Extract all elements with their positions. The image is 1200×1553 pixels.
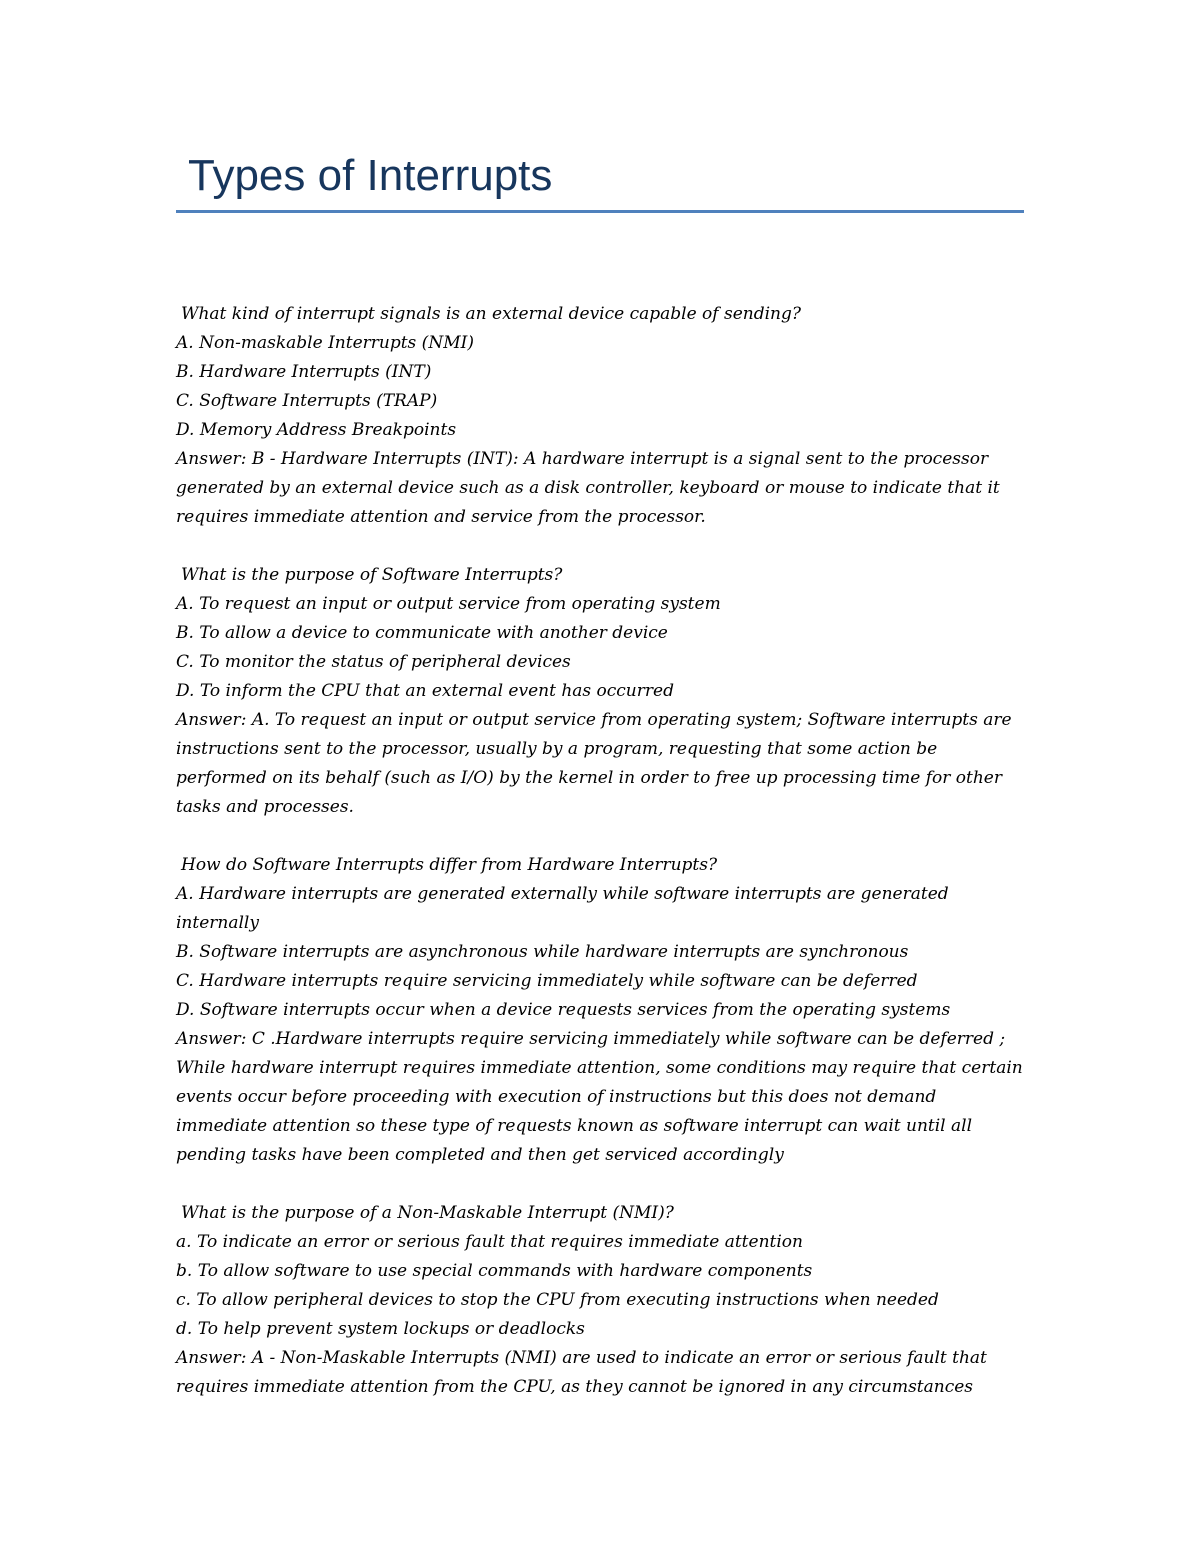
- option-b: b. To allow software to use special commands with hardware components: [176, 1261, 813, 1281]
- question-block-4: [176, 1199, 1028, 1402]
- document-title: Types of Interrupts: [188, 151, 553, 200]
- question-block-3: [176, 851, 1028, 1170]
- option-c: C. Hardware interrupts require servicing immediately while software can be deferred: [176, 971, 918, 991]
- option-a: a. To indicate an error or serious fault that requires immediate attention: [176, 1232, 803, 1252]
- option-d: D. Software interrupts occur when a device requests services from the operating systems: [176, 1000, 951, 1020]
- question-text: What is the purpose of a Non-Maskable Interrupt (NMI)?: [181, 1203, 674, 1223]
- option-a: A. Hardware interrupts are generated externally while software interrupts are generated internally: [176, 884, 949, 933]
- question-text: What kind of interrupt signals is an external device capable of sending?: [181, 304, 801, 324]
- option-a: A. Non-maskable Interrupts (NMI): [176, 333, 474, 353]
- option-b: B. Hardware Interrupts (INT): [176, 362, 432, 382]
- document-body: [176, 300, 1028, 1431]
- answer-text: Answer: B - Hardware Interrupts (INT): A hardware interrupt is a signal sent to the processor generated by an external device such as a disk controller, keyboard or mouse to indicate that it requires immediate attention and service from the processor.: [176, 449, 1000, 527]
- question-block-1: [176, 300, 1028, 532]
- question-text: What is the purpose of Software Interrupts?: [181, 565, 563, 585]
- answer-text: Answer: A - Non-Maskable Interrupts (NMI) are used to indicate an error or serious fault that requires immediate attention from the CPU, as they cannot be ignored in any circumstances: [176, 1348, 987, 1397]
- option-b: B. Software interrupts are asynchronous while hardware interrupts are synchronous: [176, 942, 909, 962]
- question-block-2: [176, 561, 1028, 822]
- answer-text: Answer: A. To request an input or output service from operating system; Software interrupts are instructions sent to the processor, usually by a program, requesting that some action be performed on its behalf (such as I/O) by the kernel in order to free up processing time for other tasks and processes.: [176, 710, 1012, 817]
- option-d: D. To inform the CPU that an external event has occurred: [176, 681, 674, 701]
- option-a: A. To request an input or output service from operating system: [176, 594, 721, 614]
- option-d: d. To help prevent system lockups or deadlocks: [176, 1319, 585, 1339]
- title-underline: [176, 210, 1024, 213]
- option-c: c. To allow peripheral devices to stop the CPU from executing instructions when needed: [176, 1290, 939, 1310]
- option-c: C. Software Interrupts (TRAP): [176, 391, 438, 411]
- option-b: B. To allow a device to communicate with another device: [176, 623, 668, 643]
- option-d: D. Memory Address Breakpoints: [176, 420, 457, 440]
- question-text: How do Software Interrupts differ from Hardware Interrupts?: [181, 855, 718, 875]
- answer-text: Answer: C .Hardware interrupts require servicing immediately while software can be deferred ; While hardware interrupt requires immediate attention, some conditions may require that certain events occur before proceeding with execution of instructions but this does not demand immediate attention so these type of requests known as software interrupt can wait until all pending tasks have been completed and then get serviced accordingly: [176, 1029, 1023, 1165]
- option-c: C. To monitor the status of peripheral devices: [176, 652, 571, 672]
